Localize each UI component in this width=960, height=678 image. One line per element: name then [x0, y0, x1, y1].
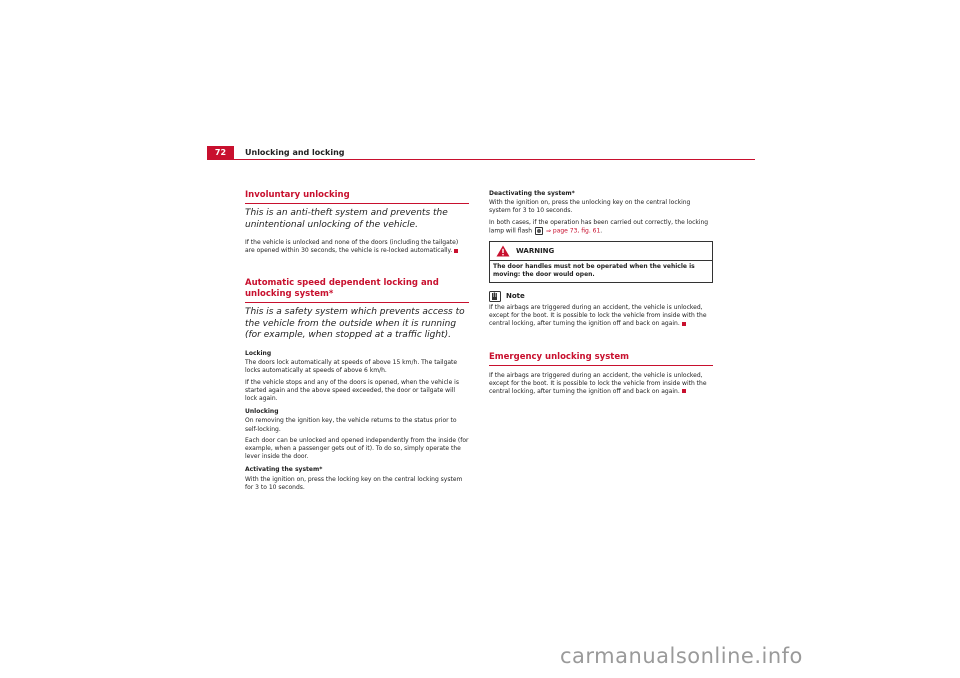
section-end-icon: [682, 389, 686, 393]
warning-header: [490, 242, 712, 260]
subheading-activating: Activating the system*: [245, 466, 323, 474]
note-header: [489, 291, 713, 302]
body-text: [489, 372, 713, 397]
warning-text: The door handles must not be operated when the vehicle is moving: the door would open.: [490, 260, 712, 282]
watermark: carmanualsonline.info: [560, 644, 803, 668]
body-text-content: If the vehicle is unlocked and none of the doors (including the tailgate) are opened within 30 seconds, the vehicle is re-locked automatically.: [245, 239, 459, 255]
body-text: The doors lock automatically at speeds of above 15 km/h. The tailgate locks automatically at speeds of above 6 km/h.: [245, 359, 458, 375]
warning-title: WARNING: [516, 246, 555, 255]
section-heading-emergency-unlocking: Emergency unlocking system: [489, 352, 713, 366]
body-text: If the vehicle stops and any of the doors is opened, when the vehicle is started again and the above speed exceeded, the door or tailgate will lock again.: [245, 378, 459, 402]
warning-triangle-icon: [496, 245, 510, 257]
section-heading-involuntary-unlocking: Involuntary unlocking: [245, 190, 469, 204]
page-number: 72: [207, 146, 234, 159]
right-column: [489, 190, 713, 399]
body-text-content: In both cases, if the operation has been carried out correctly, the locking lamp will flash: [489, 218, 709, 235]
subheading-locking: Locking: [245, 349, 272, 357]
section-end-icon: [682, 322, 686, 326]
header-rule: [207, 159, 755, 160]
note-text-content: If the airbags are triggered during an accident, the vehicle is unlocked, except for the boot. It is possible to lock the vehicle from inside with the central locking, after turning the ignition off and back on again.: [489, 303, 707, 328]
body-text: [245, 239, 469, 255]
section-heading-speed-locking: Automatic speed dependent locking and unlocking system*: [245, 278, 469, 303]
locking-lamp-icon: [535, 227, 543, 235]
note-title: Note: [506, 292, 525, 301]
body-text: Each door can be unlocked and opened independently from the inside (for example, when a passenger gets out of it). To do so, simply operate the lever inside the door.: [245, 436, 469, 461]
subheading-unlocking: Unlocking: [245, 408, 279, 416]
spacer: [489, 332, 713, 352]
section-end-icon: [454, 249, 458, 253]
spacer: [245, 258, 469, 278]
body-text: With the ignition on, press the unlocking key on the central locking system for 3 to 10 seconds.: [489, 199, 691, 215]
warning-box: [489, 241, 713, 283]
body-text: [489, 219, 713, 236]
body-text-end: .: [600, 227, 603, 235]
body-text: On removing the ignition key, the vehicle returns to the status prior to self-locking.: [245, 417, 457, 433]
header-title: Unlocking and locking: [245, 148, 345, 157]
body-text-content: If the airbags are triggered during an accident, the vehicle is unlocked, except for the boot. It is possible to lock the vehicle from inside with the central locking, after turning the ignition off and back on again.: [489, 371, 707, 395]
section-intro: This is an anti-theft system and prevents the unintentional unlocking of the vehicle.: [245, 208, 448, 230]
subheading-deactivating: Deactivating the system*: [489, 190, 575, 197]
page-header: [207, 146, 755, 159]
body-text: With the ignition on, press the locking key on the central locking system for 3 to 10 seconds.: [245, 475, 463, 491]
left-column: [245, 190, 469, 495]
note-hand-icon: [489, 291, 501, 302]
section-intro: This is a safety system which prevents access to the vehicle from the outside when it is running (for example, when stopped at a traffic light).: [245, 307, 465, 341]
page-reference-link[interactable]: ⇒ page 73, fig. 61: [545, 227, 601, 235]
note-text: [489, 304, 713, 329]
